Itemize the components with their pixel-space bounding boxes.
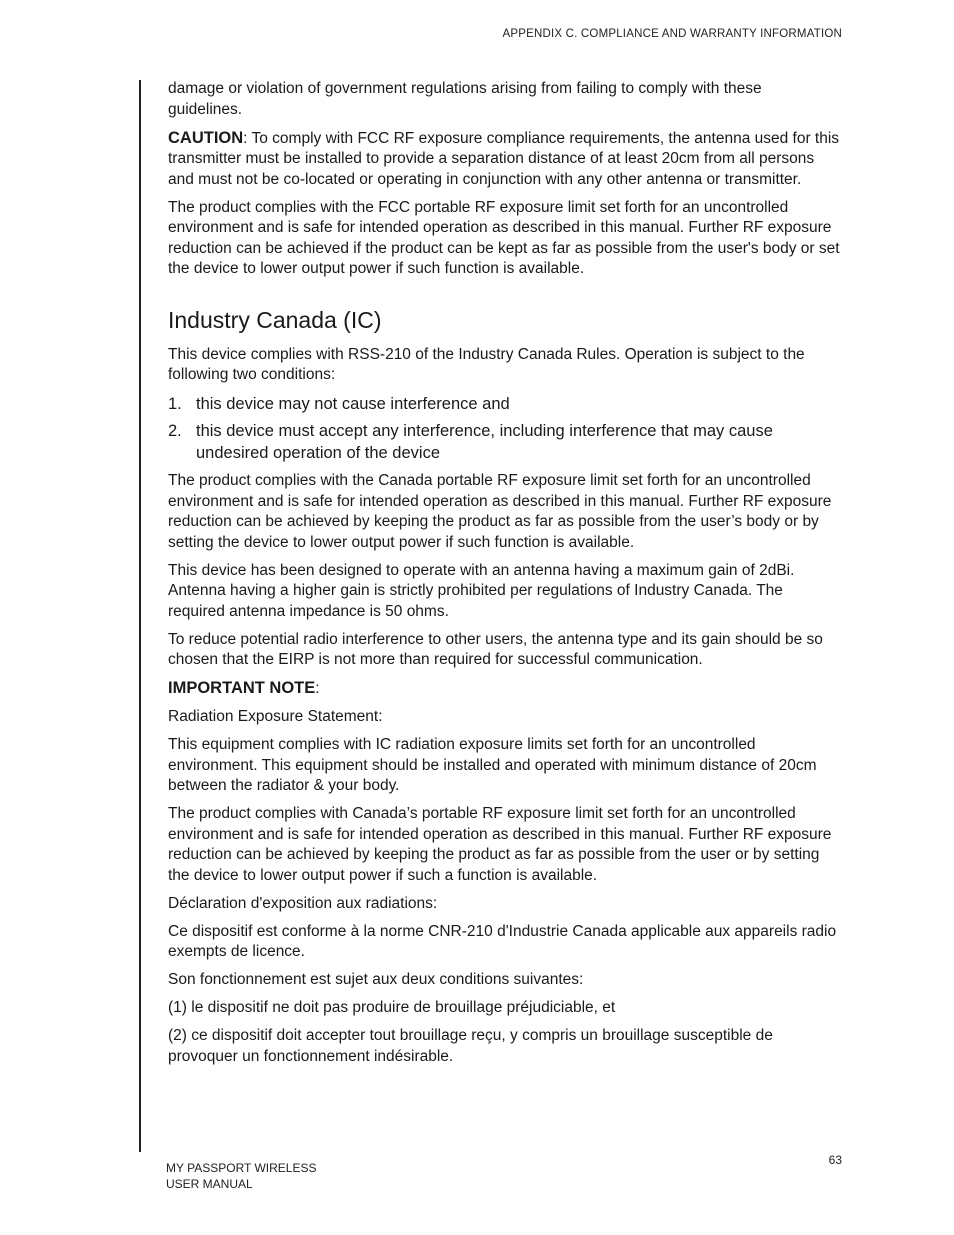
important-note-label: IMPORTANT NOTE bbox=[168, 679, 316, 697]
paragraph: (2) ce dispositif doit accepter tout brouillage reçu, y compris un brouillage susceptible de provoquer un fonctionnement indésirable. bbox=[168, 1027, 773, 1065]
caution-paragraph bbox=[168, 128, 840, 191]
list-item bbox=[168, 420, 840, 464]
important-note-colon: : bbox=[315, 680, 320, 697]
page-number: 63 bbox=[828, 1153, 842, 1167]
caution-text: : To comply with FCC RF exposure compliance requirements, the antenna used for this transmitter must be installed to provide a separation distance of at least 20cm from all persons and must not be co-located or operating in conjunction with any other antenna or transmitter. bbox=[168, 129, 840, 188]
list-item bbox=[168, 393, 840, 415]
list-item-number: 2. bbox=[168, 422, 182, 440]
paragraph: This device has been designed to operate with an antenna having a maximum gain of 2dBi. Antenna having a higher gain is strictly prohibited per regulations of Industry Canada. The required antenna impedance is 50 ohms. bbox=[168, 561, 795, 620]
paragraph: Son fonctionnement est sujet aux deux conditions suivantes: bbox=[168, 971, 584, 988]
caution-label: CAUTION bbox=[168, 128, 244, 147]
paragraph: Déclaration d'exposition aux radiations: bbox=[168, 894, 438, 912]
important-note-heading bbox=[168, 678, 840, 700]
paragraph: The product complies with Canada’s portable RF exposure limit set forth for an uncontrolled environment and is safe for intended operation as described in this manual. Further RF exposure reduction can be achieved by keeping the product as far as possible from the user or by setting the device to lower output power if such a function is available. bbox=[168, 805, 832, 884]
conditions-list bbox=[168, 393, 840, 464]
paragraph: (1) le dispositif ne doit pas produire de brouillage préjudiciable, et bbox=[168, 999, 616, 1016]
margin-rule bbox=[139, 80, 141, 1152]
paragraph: This device complies with RSS-210 of the Industry Canada Rules. Operation is subject to the following two conditions: bbox=[168, 345, 805, 383]
paragraph: To reduce potential radio interference to other users, the antenna type and its gain should be so chosen that the EIRP is not more than required for successful communication. bbox=[168, 630, 823, 668]
list-item-number: 1. bbox=[168, 395, 182, 413]
running-header: APPENDIX C. COMPLIANCE AND WARRANTY INFORMATION bbox=[502, 28, 842, 40]
paragraph: The product complies with the Canada portable RF exposure limit set forth for an uncontrolled environment and is safe for intended operation as described in this manual. Further RF exposure reduction can be achieved by keeping the product as far as possible from the user’s body or by setting the device to lower output power if such function is available. bbox=[168, 472, 832, 551]
section-heading: Industry Canada (IC) bbox=[168, 306, 382, 333]
list-item-text: this device may not cause interference and bbox=[196, 395, 510, 413]
footer-product-name: MY PASSPORT WIRELESS bbox=[166, 1161, 317, 1175]
paragraph: The product complies with the FCC portable RF exposure limit set forth for an uncontrolled environment and is safe for intended operation as described in this manual. Further RF exposure reduction can be achieved if the product can be kept as far as possible from the user's body or set the device to lower output power if such function is available. bbox=[168, 198, 840, 277]
footer-doc-type: USER MANUAL bbox=[166, 1176, 253, 1191]
page-body bbox=[168, 79, 840, 1075]
footer-title bbox=[166, 1161, 317, 1192]
list-item-text: this device must accept any interference, including interference that may cause undesired operation of the device bbox=[196, 422, 773, 462]
paragraph: damage or violation of government regulations arising from failing to comply with these guidelines. bbox=[168, 80, 762, 118]
paragraph: Ce dispositif est conforme à la norme CNR-210 d'Industrie Canada applicable aux appareils radio exempts de licence. bbox=[168, 922, 837, 960]
paragraph: This equipment complies with IC radiation exposure limits set forth for an uncontrolled environment. This equipment should be installed and operated with minimum distance of 20cm between the radiator & your body. bbox=[168, 736, 817, 794]
paragraph: Radiation Exposure Statement: bbox=[168, 708, 383, 725]
